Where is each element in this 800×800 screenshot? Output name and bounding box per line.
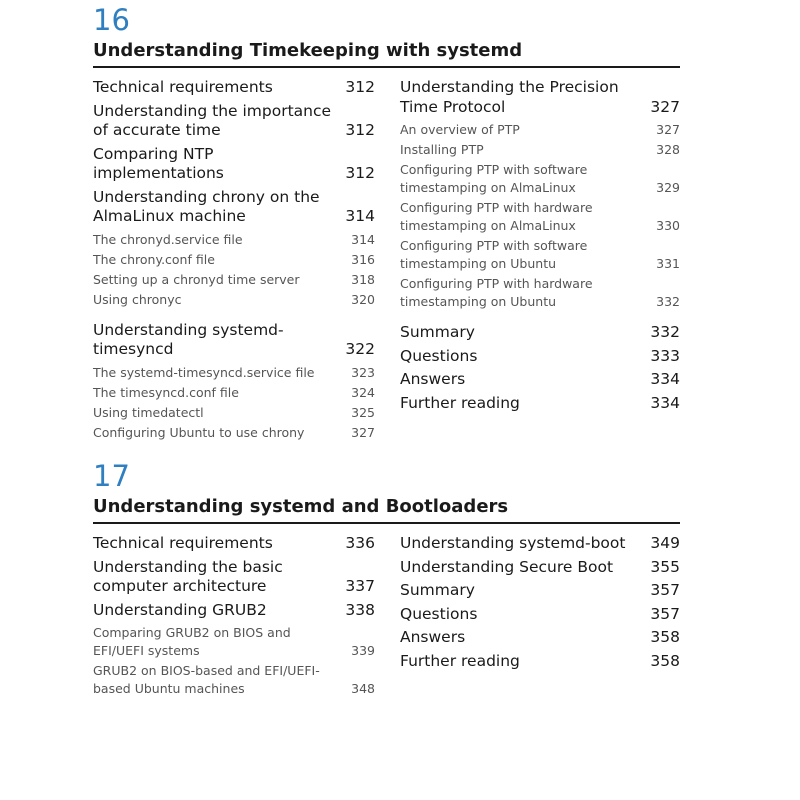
chapter-title: Understanding Timekeeping with systemd: [93, 40, 680, 68]
toc-left-column: [93, 78, 375, 444]
toc-subsection-entry[interactable]: [93, 251, 375, 269]
toc-entry-title: Understanding systemd-boot: [400, 534, 626, 552]
toc-entry-title: Installing PTP: [400, 142, 484, 157]
toc-subsection-entry[interactable]: [93, 384, 375, 402]
toc-section-entry[interactable]: [400, 558, 680, 578]
toc-entry-title: Understanding GRUB2: [93, 600, 267, 619]
toc-subsection-entry[interactable]: [93, 662, 375, 698]
toc-subsection-entry[interactable]: [93, 364, 375, 382]
toc-entry-page: 355: [650, 557, 680, 576]
toc-entry-page: 357: [650, 604, 680, 623]
toc-entry-page: 337: [345, 577, 375, 595]
toc-entry-title: Setting up a chronyd time server: [93, 271, 300, 287]
toc-subsection-entry[interactable]: [400, 141, 680, 159]
toc-subsection-entry[interactable]: [93, 404, 375, 422]
toc-entry-page: 336: [345, 534, 375, 552]
toc-entry-page: 327: [650, 97, 680, 116]
toc-section-entry[interactable]: [400, 628, 680, 648]
toc-subsection-entry[interactable]: [93, 291, 375, 309]
toc-entry-title: Using timedatectl: [93, 404, 204, 420]
toc-entry-page: 329: [656, 180, 680, 195]
toc-entry-page: 330: [656, 218, 680, 233]
toc-entry-page: 348: [351, 681, 375, 696]
toc-entry-page: 318: [351, 271, 375, 287]
toc-section-entry[interactable]: [400, 370, 680, 390]
toc-entry-page: 327: [351, 424, 375, 440]
toc-entry-title: GRUB2 on BIOS-based and EFI/UEFI-based Ubuntu machines: [93, 663, 320, 696]
toc-entry-page: 314: [351, 231, 375, 247]
toc-entry-page: 333: [650, 346, 680, 365]
toc-entry-page: 358: [650, 628, 680, 646]
toc-section-entry[interactable]: [400, 347, 680, 367]
toc-entry-page: 338: [345, 600, 375, 619]
toc-entry-title: Summary: [400, 323, 475, 341]
toc-entry-page: 357: [650, 581, 680, 599]
toc-entry-title: Configuring PTP with hardware timestamping on Ubuntu: [400, 276, 593, 309]
toc-entry-title: The systemd-timesyncd.service file: [93, 364, 315, 380]
toc-entry-title: Using chronyc: [93, 291, 182, 307]
toc-section-entry[interactable]: [93, 601, 375, 621]
toc-entry-page: 327: [656, 122, 680, 137]
toc-section-entry[interactable]: [93, 321, 375, 360]
toc-entry-page: 332: [656, 294, 680, 309]
toc-entry-title: Understanding the basic computer architecture: [93, 557, 283, 595]
toc-entry-page: 334: [650, 370, 680, 388]
toc-subsection-entry[interactable]: [93, 624, 375, 660]
toc-section-entry[interactable]: [93, 188, 375, 227]
toc-entry-title: Summary: [400, 581, 475, 599]
toc-entry-page: 334: [650, 393, 680, 412]
toc-entry-title: Understanding chrony on the AlmaLinux machine: [93, 187, 320, 225]
toc-section-entry[interactable]: [400, 581, 680, 601]
toc-entry-page: 325: [351, 404, 375, 420]
toc-entry-title: Questions: [400, 604, 478, 623]
toc-entry-title: Technical requirements: [93, 78, 273, 96]
toc-entry-page: 320: [351, 291, 375, 307]
toc-entry-title: Configuring Ubuntu to use chrony: [93, 424, 305, 440]
toc-entry-page: 322: [345, 340, 375, 358]
toc-entry-page: 323: [351, 364, 375, 380]
toc-entry-title: Further reading: [400, 651, 520, 670]
toc-entry-page: 324: [351, 384, 375, 400]
toc-subsection-entry[interactable]: [93, 271, 375, 289]
toc-left-column: [93, 534, 375, 700]
toc-entry-title: Questions: [400, 346, 478, 365]
toc-section-entry[interactable]: [400, 652, 680, 672]
toc-section-entry[interactable]: [93, 558, 375, 597]
chapter-number: 16: [93, 3, 130, 37]
toc-entry-title: The chrony.conf file: [93, 251, 215, 267]
chapter-16: [93, 2, 680, 438]
toc-entry-page: 358: [650, 651, 680, 670]
toc-entry-title: Understanding systemd-timesyncd: [93, 320, 284, 358]
chapter-17: [93, 458, 680, 714]
toc-subsection-entry[interactable]: [93, 424, 375, 442]
toc-entry-page: 316: [351, 251, 375, 267]
toc-section-entry[interactable]: [400, 323, 680, 343]
toc-entry-page: 328: [656, 142, 680, 157]
toc-subsection-entry[interactable]: [400, 275, 680, 311]
toc-subsection-entry[interactable]: [93, 231, 375, 249]
chapter-title: Understanding systemd and Bootloaders: [93, 496, 680, 524]
toc-section-entry[interactable]: [400, 534, 680, 554]
toc-subsection-entry[interactable]: [400, 237, 680, 273]
toc-entry-page: 332: [650, 323, 680, 341]
toc-entry-title: Configuring PTP with software timestamping on AlmaLinux: [400, 162, 588, 195]
toc-entry-title: Understanding Secure Boot: [400, 557, 614, 576]
toc-section-entry[interactable]: [93, 534, 375, 554]
toc-right-column: [400, 78, 680, 417]
toc-entry-title: The timesyncd.conf file: [93, 384, 239, 400]
toc-entry-page: 312: [345, 121, 375, 139]
toc-entry-page: 312: [345, 78, 375, 96]
toc-entry-page: 331: [656, 256, 680, 271]
toc-entry-title: Comparing NTP implementations: [93, 144, 224, 182]
toc-section-entry[interactable]: [400, 394, 680, 414]
toc-entry-title: Comparing GRUB2 on BIOS and EFI/UEFI systems: [93, 625, 291, 658]
toc-section-entry[interactable]: [93, 78, 375, 98]
toc-section-entry[interactable]: [93, 145, 375, 184]
toc-subsection-entry[interactable]: [400, 121, 680, 139]
toc-entry-page: 349: [650, 534, 680, 552]
toc-entry-title: Configuring PTP with hardware timestamping on AlmaLinux: [400, 200, 593, 233]
toc-section-entry[interactable]: [400, 78, 680, 117]
toc-right-column: [400, 534, 680, 675]
toc-entry-title: Configuring PTP with software timestamping on Ubuntu: [400, 238, 588, 271]
toc-subsection-entry[interactable]: [400, 199, 680, 235]
toc-entry-title: Answers: [400, 370, 466, 388]
toc-entry-title: Technical requirements: [93, 534, 273, 552]
toc-entry-title: Understanding the Precision Time Protocol: [400, 78, 619, 116]
toc-section-entry[interactable]: [400, 605, 680, 625]
toc-entry-title: The chronyd.service file: [93, 231, 243, 247]
toc-entry-title: An overview of PTP: [400, 122, 520, 137]
chapter-number: 17: [93, 459, 130, 493]
toc-entry-title: Answers: [400, 628, 466, 646]
toc-entry-page: 314: [345, 207, 375, 225]
toc-entry-title: Understanding the importance of accurate time: [93, 101, 332, 139]
toc-entry-title: Further reading: [400, 393, 520, 412]
toc-section-entry[interactable]: [93, 102, 375, 141]
toc-entry-page: 339: [351, 643, 375, 658]
toc-subsection-entry[interactable]: [400, 161, 680, 197]
toc-entry-page: 312: [345, 164, 375, 182]
